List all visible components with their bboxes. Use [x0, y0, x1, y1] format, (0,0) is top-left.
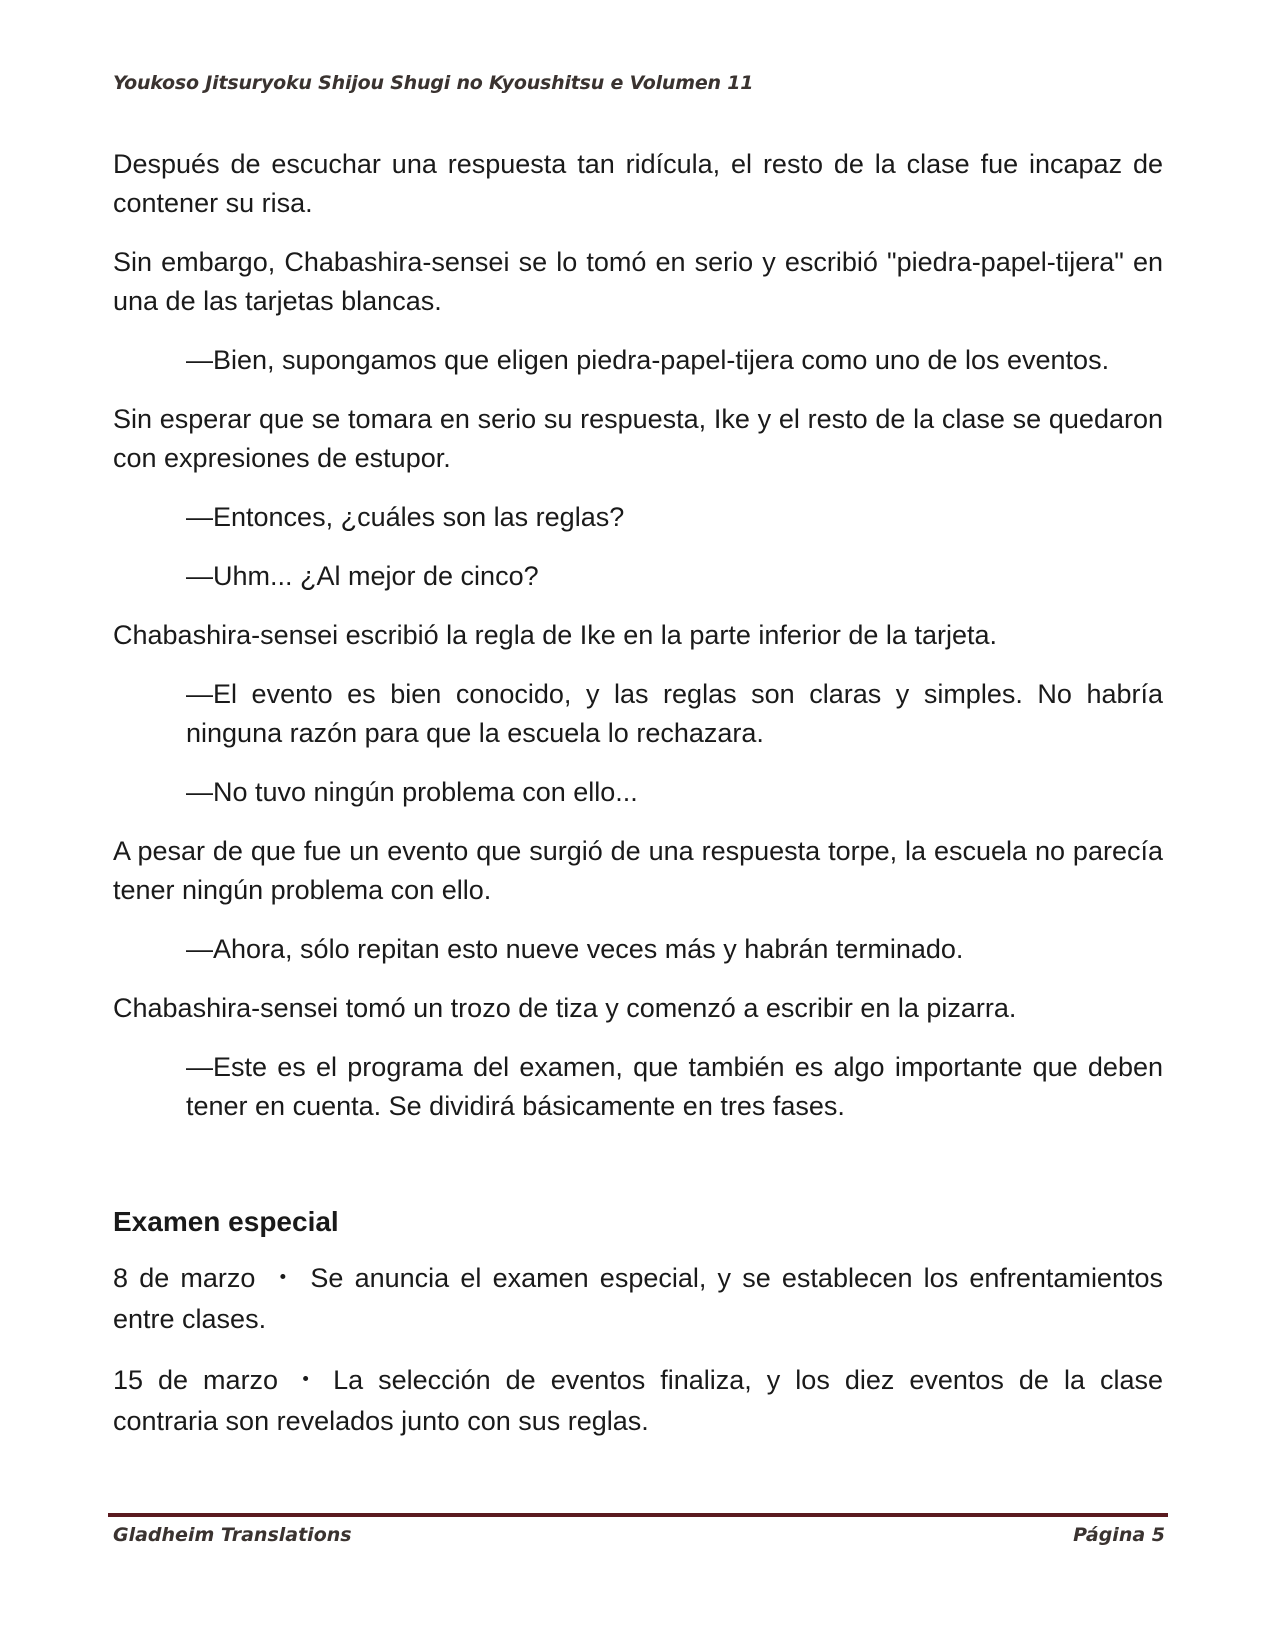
paragraph-6: Chabashira-sensei tomó un trozo de tiza y comenzó a escribir en la pizarra. [113, 993, 1017, 1023]
dialogue-line-3: —Uhm... ¿Al mejor de cinco? [186, 561, 539, 591]
paragraph-4: Chabashira-sensei escribió la regla de Ike en la parte inferior de la tarjeta. [113, 620, 997, 650]
dialogue-line-6: —Ahora, sólo repitan esto nueve veces más y habrán terminado. [186, 934, 964, 964]
dialogue-line-2: —Entonces, ¿cuáles son las reglas? [186, 502, 625, 532]
section-title: Examen especial [113, 1206, 339, 1237]
bullet-separator: ・ [292, 1365, 320, 1395]
dialogue-line-7: —Este es el programa del examen, que también es algo importante que deben tener en cuenta. Se dividirá básicamente en tres fases. [186, 1052, 1163, 1121]
schedule-date: 15 de marzo [113, 1365, 279, 1395]
paragraph-1: Después de escuchar una respuesta tan ridícula, el resto de la clase fue incapaz de contener su risa. [113, 149, 1163, 218]
schedule-date: 8 de marzo [113, 1263, 256, 1293]
dialogue-line-1: —Bien, supongamos que eligen piedra-papel-tijera como uno de los eventos. [186, 345, 1110, 375]
paragraph-3: Sin esperar que se tomara en serio su respuesta, Ike y el resto de la clase se quedaron con expresiones de estupor. [113, 404, 1163, 473]
schedule-item-2 [113, 1360, 1163, 1442]
running-header: Youkoso Jitsuryoku Shijou Shugi no Kyoushitsu e Volumen 11 [113, 72, 754, 94]
bullet-separator: ・ [269, 1263, 297, 1293]
paragraph-2: Sin embargo, Chabashira-sensei se lo tomó en serio y escribió "piedra-papel-tijera" en una de las tarjetas blancas. [113, 247, 1163, 316]
schedule-text: La selección de eventos finaliza, y los diez eventos de la clase contraria son revelados junto con sus reglas. [113, 1365, 1163, 1436]
dialogue-line-4: —El evento es bien conocido, y las reglas son claras y simples. No habría ninguna razón para que la escuela lo rechazara. [186, 679, 1163, 748]
footer-divider [108, 1513, 1168, 1517]
paragraph-5: A pesar de que fue un evento que surgió de una respuesta torpe, la escuela no parecía tener ningún problema con ello. [113, 836, 1163, 905]
schedule-item-1 [113, 1258, 1163, 1340]
schedule-text: Se anuncia el examen especial, y se establecen los enfrentamientos entre clases. [113, 1263, 1163, 1334]
page-body [113, 145, 1163, 1462]
dialogue-line-5: —No tuvo ningún problema con ello... [186, 777, 638, 807]
page-number: Página 5 [1073, 1524, 1165, 1546]
footer-credit: Gladheim Translations [113, 1524, 352, 1546]
